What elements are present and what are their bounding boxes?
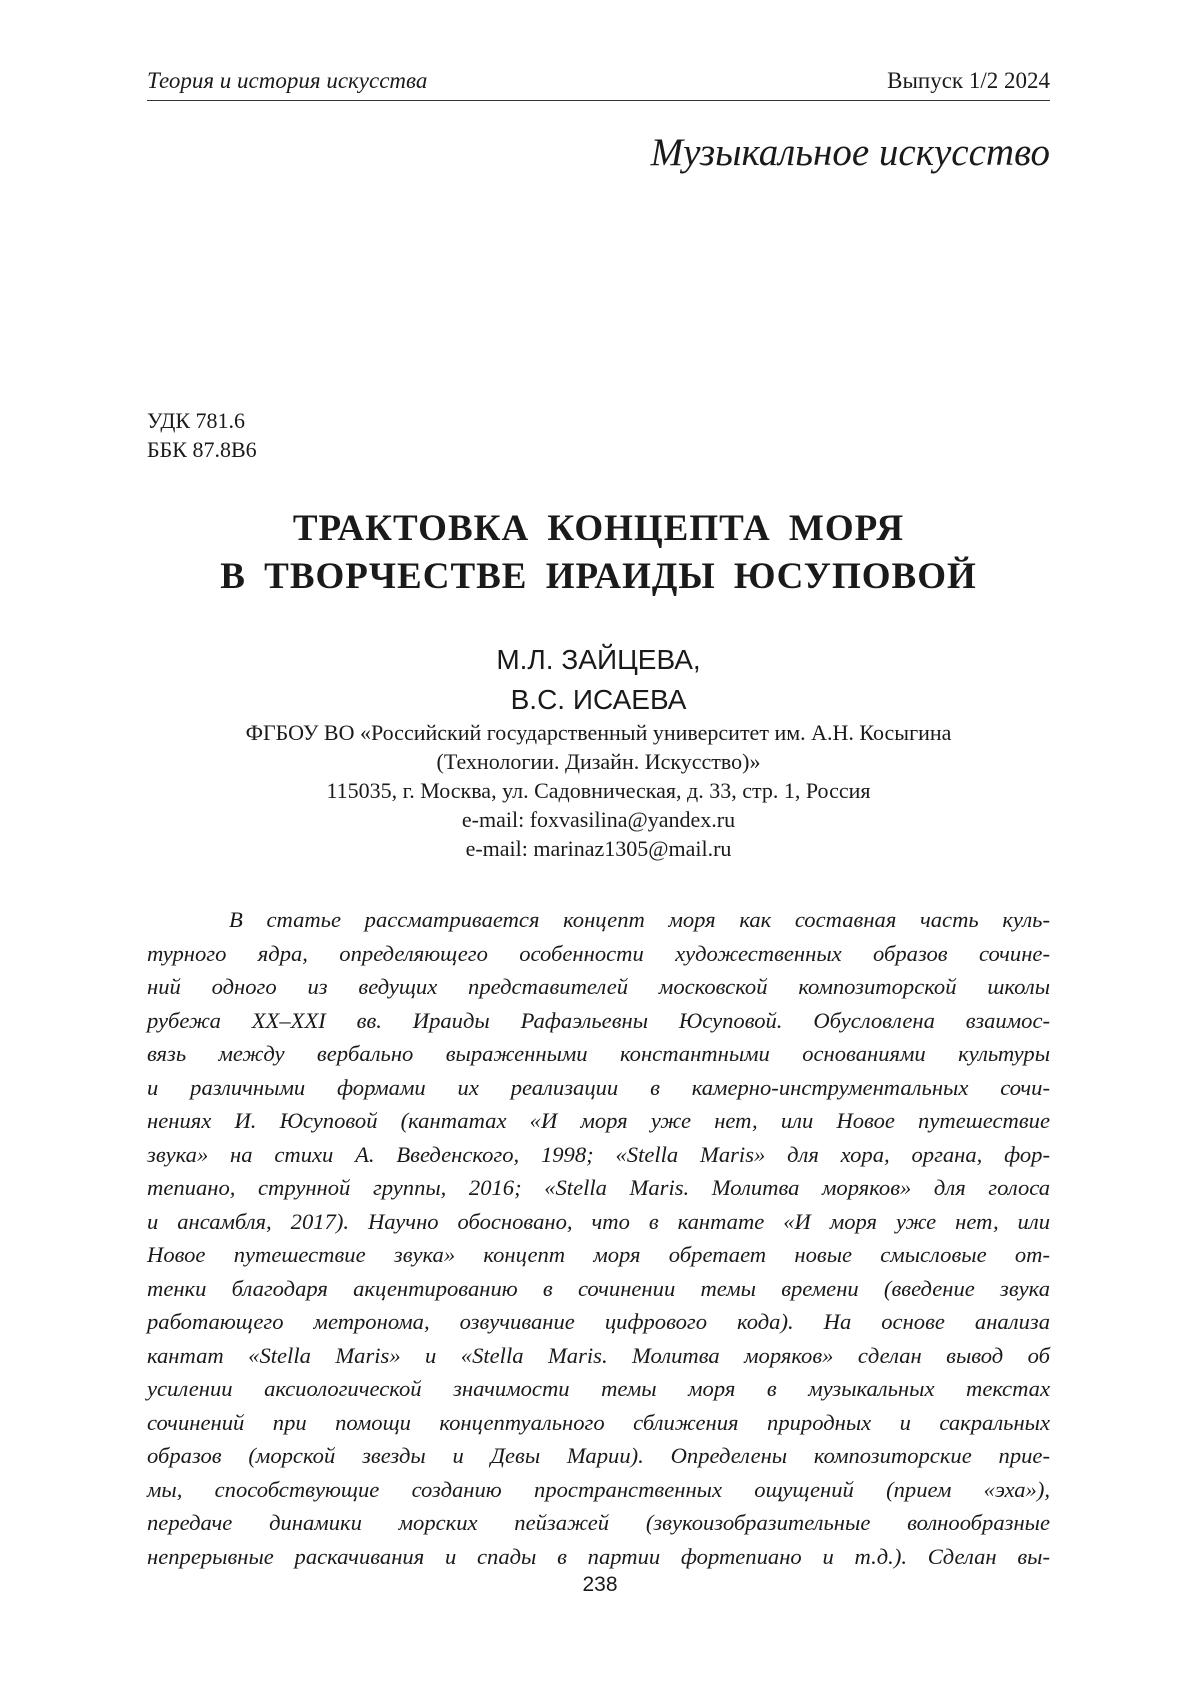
organization-line: ФГБОУ ВО «Российский государственный университет им. А.Н. Косыгина [147, 718, 1050, 747]
abstract-line: образов (морской звезды и Девы Марии). Определены композиторские прие- [147, 1439, 1050, 1473]
abstract-line: кантат «Stella Maris» и «Stella Maris. Молитва моряков» сделан вывод об [147, 1339, 1050, 1373]
section-title: Музыкальное искусство [651, 128, 1050, 178]
running-header [147, 66, 1050, 101]
bbk-code: ББК 87.8В6 [147, 435, 257, 464]
abstract-line: ний одного из ведущих представителей московской композиторской школы [147, 970, 1050, 1004]
page [0, 0, 1200, 1703]
organization-line: (Технологии. Дизайн. Искусство)» [147, 747, 1050, 776]
author-name: М.Л. ЗАЙЦЕВА, [147, 640, 1050, 680]
abstract [147, 903, 1050, 1573]
abstract-line: тепиано, струнной группы, 2016; «Stella Maris. Молитва моряков» для голоса [147, 1171, 1050, 1205]
abstract-line: звука» на стихи А. Введенского, 1998; «Stella Maris» для хора, органа, фор- [147, 1138, 1050, 1172]
abstract-line: непрерывные раскачивания и спады в партии фортепиано и т.д.). Сделан вы- [147, 1540, 1050, 1574]
abstract-line: передаче динамики морских пейзажей (звукоизобразительные волнообразные [147, 1506, 1050, 1540]
abstract-line: тенки благодаря акцентированию в сочинении темы времени (введение звука [147, 1272, 1050, 1306]
classification-codes [147, 406, 257, 464]
abstract-line: вязь между вербально выраженными константными основаниями культуры [147, 1037, 1050, 1071]
email: e-mail: foxvasilina@yandex.ru [147, 805, 1050, 834]
page-number: 238 [0, 1573, 1200, 1597]
title-line: В ТВОРЧЕСТВЕ ИРАИДЫ ЮСУПОВОЙ [147, 553, 1050, 601]
abstract-line: нениях И. Юсуповой (кантатах «И моря уже нет, или Новое путешествие [147, 1104, 1050, 1138]
email: e-mail: marinaz1305@mail.ru [147, 834, 1050, 863]
authors [147, 640, 1050, 720]
address: 115035, г. Москва, ул. Садовническая, д. 33, стр. 1, Россия [147, 776, 1050, 805]
article-title [147, 505, 1050, 601]
udk-code: УДК 781.6 [147, 406, 257, 435]
abstract-line: В статье рассматривается концепт моря как составная часть куль- [147, 903, 1050, 937]
issue-label: Выпуск 1/2 2024 [887, 66, 1050, 96]
title-line: ТРАКТОВКА КОНЦЕПТА МОРЯ [147, 505, 1050, 553]
abstract-line: и различными формами их реализации в камерно-инструментальных сочи- [147, 1071, 1050, 1105]
abstract-line: и ансамбля, 2017). Научно обосновано, что в кантате «И моря уже нет, или [147, 1205, 1050, 1239]
abstract-line: работающего метронома, озвучивание цифрового кода). На основе анализа [147, 1305, 1050, 1339]
abstract-line: рубежа XX–XXI вв. Ираиды Рафаэльевны Юсуповой. Обусловлена взаимос- [147, 1004, 1050, 1038]
abstract-line: сочинений при помощи концептуального сближения природных и сакральных [147, 1406, 1050, 1440]
journal-name: Теория и история искусства [147, 66, 427, 96]
abstract-line: усилении аксиологической значимости темы моря в музыкальных текстах [147, 1372, 1050, 1406]
abstract-line: мы, способствующие созданию пространственных ощущений (прием «эха»), [147, 1473, 1050, 1507]
author-name: В.С. ИСАЕВА [147, 680, 1050, 720]
abstract-line: Новое путешествие звука» концепт моря обретает новые смысловые от- [147, 1238, 1050, 1272]
affiliation [147, 718, 1050, 863]
abstract-line: турного ядра, определяющего особенности художественных образов сочине- [147, 937, 1050, 971]
